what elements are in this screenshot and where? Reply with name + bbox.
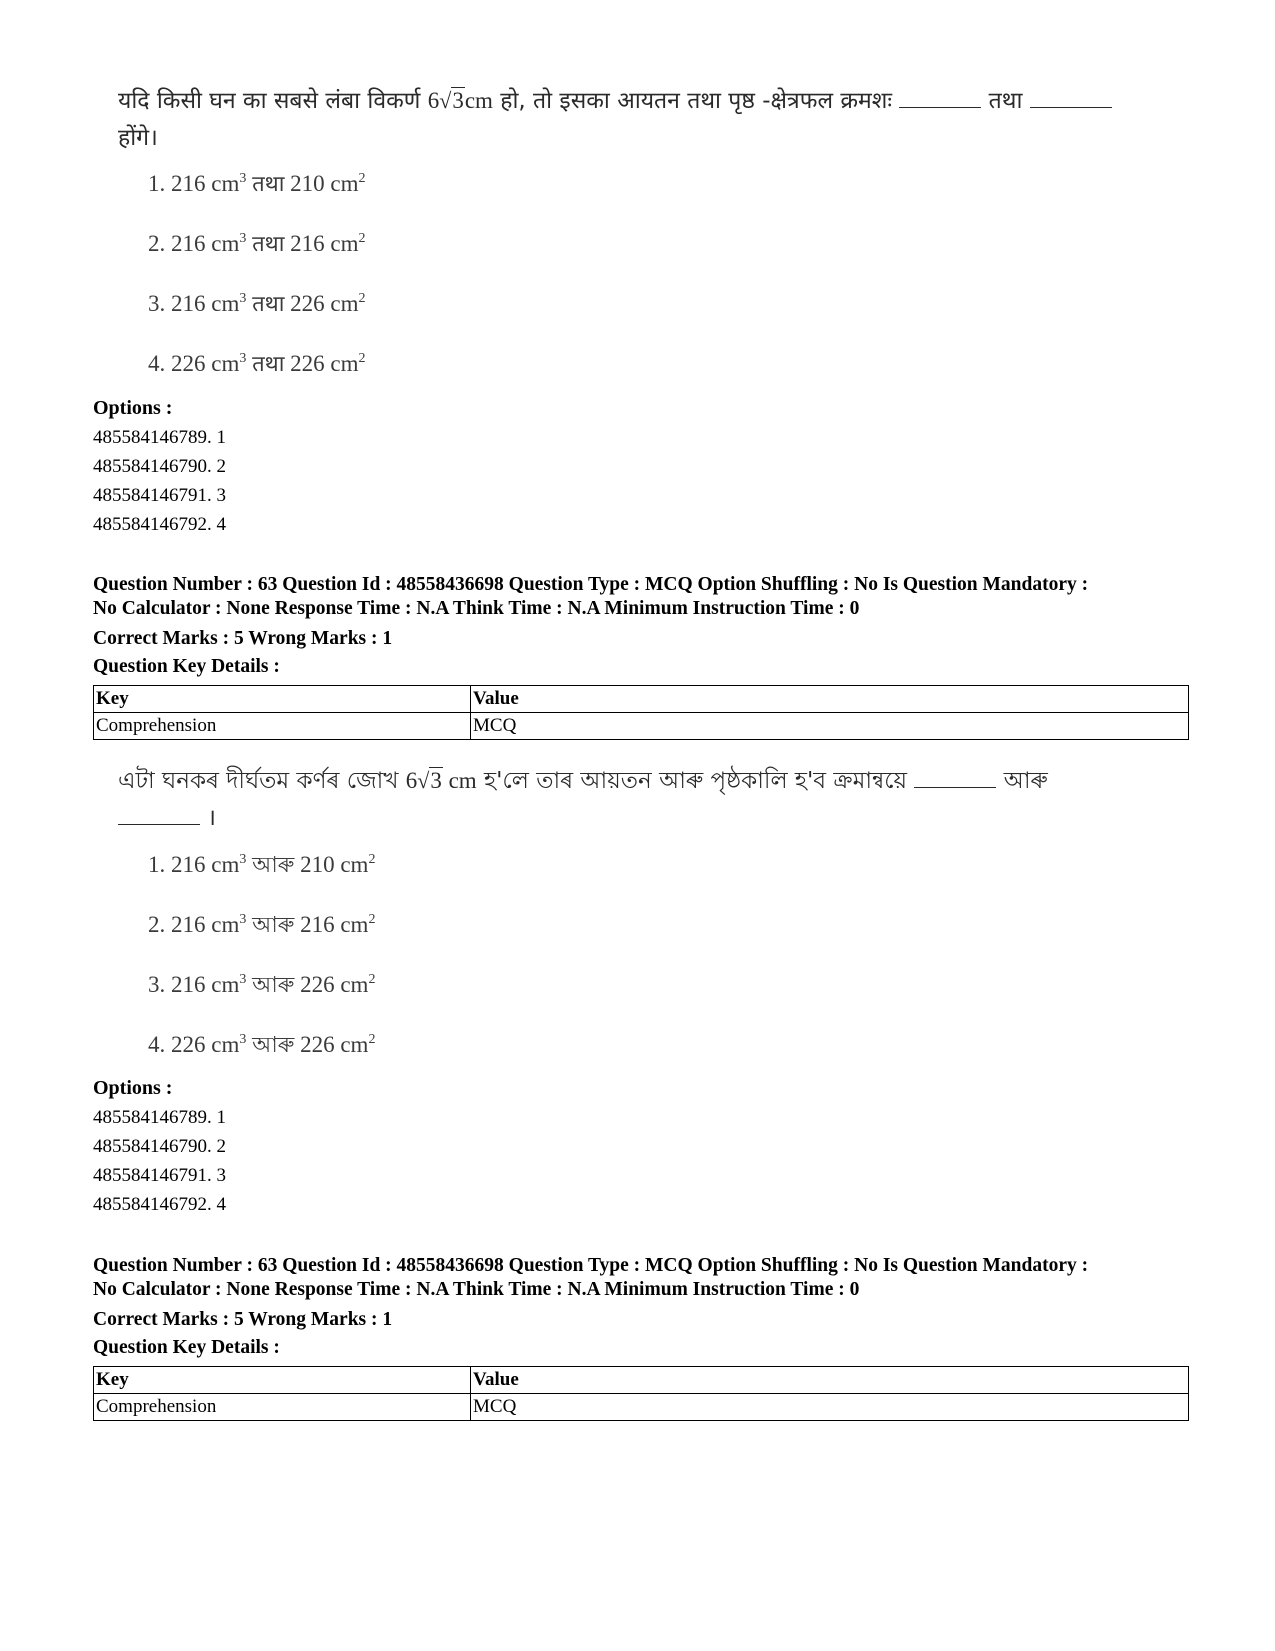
answer-blank [118, 823, 200, 825]
key-details-title: Question Key Details : [93, 1337, 280, 1358]
choice-item: 3. 216 $cm^3$ तथा 226 $cm^2$ [148, 291, 366, 317]
question-text-end: । [200, 805, 217, 831]
diagonal-value [428, 88, 493, 113]
question-meta [93, 1254, 1203, 1421]
table-cell-value: MCQ [471, 1394, 1189, 1421]
table-row [94, 1394, 1189, 1421]
answer-blank [1030, 106, 1112, 108]
diagonal-unit: cm [442, 768, 477, 793]
question-text-end: होंगे। [118, 125, 158, 151]
option-id-line: 485584146792. 4 [93, 1194, 226, 1215]
option-id-line: 485584146792. 4 [93, 514, 226, 535]
question-meta-line2: No Calculator : None Response Time : N.A Think Time : N.A Minimum Instruction Time : 0 [93, 598, 860, 619]
square-root: √3 [439, 88, 464, 113]
option-id-line: 485584146790. 2 [93, 1136, 226, 1157]
question-text-start: यदि किसी घन का सबसे लंबा विकर्ण [118, 88, 428, 114]
answer-blank [914, 786, 996, 788]
table-header-value: Value [471, 686, 1189, 713]
diagonal-coefficient: 6 [405, 768, 418, 793]
square-root: √3 [417, 768, 442, 793]
options-title: Options : [93, 1077, 173, 1099]
option-id-line: 485584146791. 3 [93, 485, 226, 506]
question-text-middle: हो, तो इसका आयतन तथा पृष्ठ -क्षेत्रफल क्रमशः [492, 88, 900, 114]
key-details-title: Question Key Details : [93, 656, 280, 677]
question-text-hindi [118, 82, 1188, 157]
answer-blank [899, 106, 981, 108]
question-text-conjunction: तथा [981, 88, 1030, 114]
choice-item: 1. 216 $cm^3$ तथा 210 $cm^2$ [148, 171, 366, 197]
choice-list-assamese [148, 848, 375, 1088]
option-id-line: 485584146791. 3 [93, 1165, 226, 1186]
radicand: 3 [452, 88, 464, 113]
table-header-row [94, 686, 1189, 713]
question-text-middle: হ'লে তাৰ আয়তন আৰু পৃষ্ঠকালি হ'ব ক্ৰমান্বয়ে [476, 768, 915, 794]
key-details-table [93, 1366, 1189, 1421]
diagonal-unit: cm [464, 88, 493, 113]
choice-item: 1. 216 $cm^3$ আৰু 210 $cm^2$ [148, 852, 376, 878]
choice-item: 2. 216 $cm^3$ আৰু 216 $cm^2$ [148, 912, 376, 938]
question-meta-line1: Question Number : 63 Question Id : 48558436698 Question Type : MCQ Option Shuffling : No Is Question Mandatory : [93, 1255, 1089, 1276]
choice-item: 4. 226 $cm^3$ আৰু 226 $cm^2$ [148, 1032, 376, 1058]
radicand: 3 [430, 768, 442, 793]
diagonal-coefficient: 6 [427, 88, 440, 113]
option-id-line: 485584146789. 1 [93, 1107, 226, 1128]
choice-item: 2. 216 $cm^3$ तथा 216 $cm^2$ [148, 231, 366, 257]
question-meta [93, 573, 1203, 740]
question-text-conjunction: আৰু [996, 768, 1048, 794]
table-cell-key: Comprehension [94, 713, 471, 740]
choice-item: 3. 216 $cm^3$ আৰু 226 $cm^2$ [148, 972, 376, 998]
question-meta-line1: Question Number : 63 Question Id : 48558436698 Question Type : MCQ Option Shuffling : No Is Question Mandatory : [93, 574, 1089, 595]
options-title: Options : [93, 397, 173, 419]
question-text-start: এটা ঘনকৰ দীৰ্ঘতম কৰ্ণৰ জোখ [118, 768, 406, 794]
diagonal-value [406, 768, 477, 793]
marks-line: Correct Marks : 5 Wrong Marks : 1 [93, 628, 393, 649]
table-cell-value: MCQ [471, 713, 1189, 740]
marks-line: Correct Marks : 5 Wrong Marks : 1 [93, 1309, 393, 1330]
question-text-assamese [118, 762, 1188, 837]
table-row [94, 713, 1189, 740]
question-meta-line2: No Calculator : None Response Time : N.A Think Time : N.A Minimum Instruction Time : 0 [93, 1279, 860, 1300]
options-block [93, 1074, 226, 1219]
option-id-line: 485584146790. 2 [93, 456, 226, 477]
table-header-row [94, 1367, 1189, 1394]
options-block [93, 394, 226, 539]
table-header-value: Value [471, 1367, 1189, 1394]
choice-list-hindi [148, 168, 366, 408]
key-details-table [93, 685, 1189, 740]
table-cell-key: Comprehension [94, 1394, 471, 1421]
table-header-key: Key [94, 1367, 471, 1394]
option-id-line: 485584146789. 1 [93, 427, 226, 448]
choice-item: 4. 226 $cm^3$ तथा 226 $cm^2$ [148, 351, 366, 377]
table-header-key: Key [94, 686, 471, 713]
